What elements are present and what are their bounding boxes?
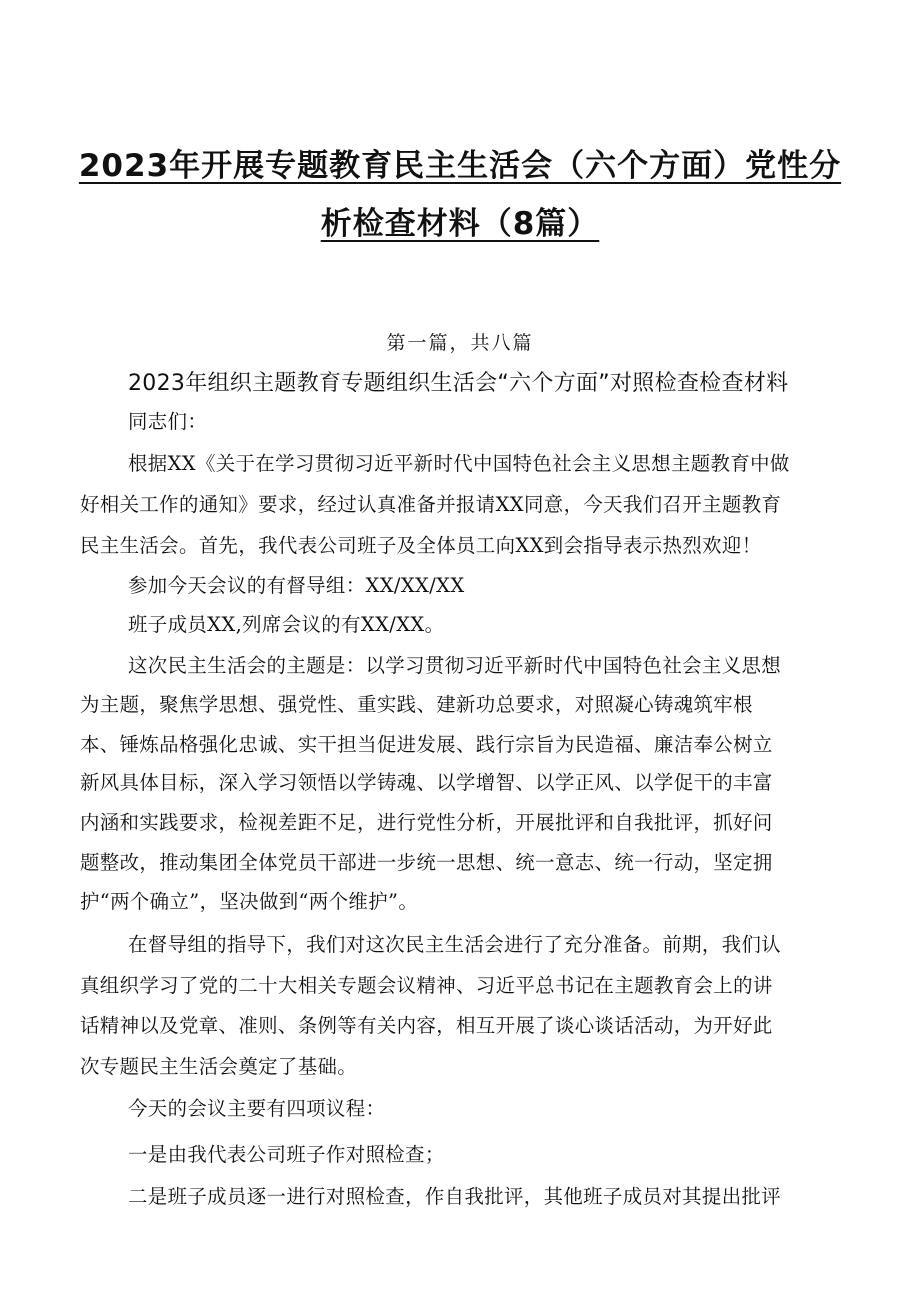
body-line: 为主题，聚焦学思想、强党性、重实践、建新功总要求，对照凝心铸魂筑牢根	[80, 693, 753, 716]
body-line: 在督导组的指导下，我们对这次民主生活会进行了充分准备。前期，我们认	[128, 933, 782, 956]
body-line: 同志们：	[128, 410, 208, 433]
body-line: 一是由我代表公司班子作对照检查；	[128, 1143, 445, 1166]
body-line: 护“两个确立”，坚决做到“两个维护”。	[80, 890, 419, 913]
body-line: 新风具体目标，深入学习领悟以学铸魂、以学增智、以学正风、以学促干的丰富	[80, 771, 773, 794]
part-label: 第一篇，共八篇	[386, 332, 534, 354]
document-title-line-2: 析检查材料（8篇）	[320, 206, 600, 242]
body-line: 参加今天会议的有督导组：XX/XX/XX	[128, 574, 465, 597]
body-line: 本、锤炼品格强化忠诚、实干担当促进发展、践行宗旨为民造福、廉洁奉公树立	[80, 733, 773, 756]
body-line: 真组织学习了党的二十大相关专题会议精神、习近平总书记在主题教育会上的讲	[80, 974, 773, 997]
body-line: 民主生活会。首先，我代表公司班子及全体员工向XX到会指导表示热烈欢迎！	[80, 534, 762, 557]
body-line: 这次民主生活会的主题是：以学习贯彻习近平新时代中国特色社会主义思想	[128, 654, 782, 677]
document-title-line-1: 2023年开展专题教育民主生活会（六个方面）党性分	[78, 148, 842, 184]
body-line: 二是班子成员逐一进行对照检查，作自我批评，其他班子成员对其提出批评	[128, 1185, 782, 1208]
body-line: 内涵和实践要求，检视差距不足，进行党性分析，开展批评和自我批评，抓好问	[80, 811, 773, 834]
section-title: 2023年组织主题教育专题组织生活会“六个方面”对照检查检查材料	[128, 371, 789, 396]
body-line: 话精神以及党章、准则、条例等有关内容，相互开展了谈心谈话活动，为开好此	[80, 1014, 773, 1037]
body-line: 根据XX《关于在学习贯彻习近平新时代中国特色社会主义思想主题教育中做	[128, 452, 790, 475]
body-line: 好相关工作的通知》要求，经过认真准备并报请XX同意，今天我们召开主题教育	[80, 493, 782, 516]
body-line: 次专题民主生活会奠定了基础。	[80, 1055, 358, 1078]
body-line: 今天的会议主要有四项议程：	[128, 1097, 386, 1120]
body-line: 题整改，推动集团全体党员干部进一步统一思想、统一意志、统一行动，坚定拥	[80, 851, 773, 874]
body-line: 班子成员XX,列席会议的有XX/XX。	[128, 613, 445, 636]
